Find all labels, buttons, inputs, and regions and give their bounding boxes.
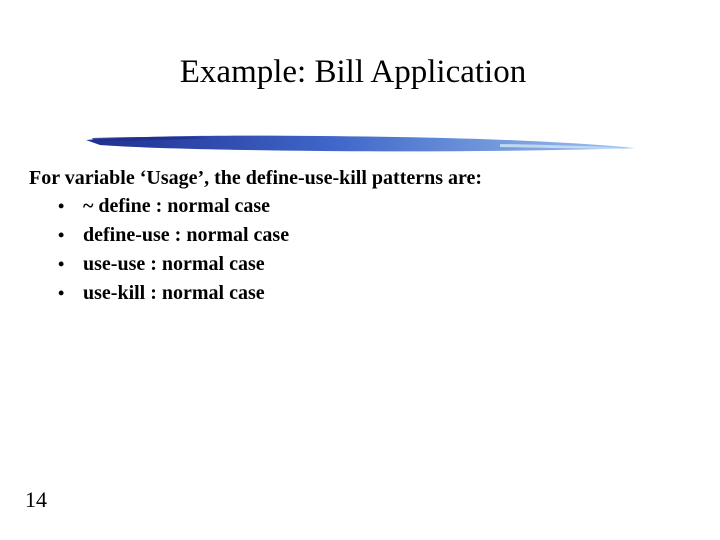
page-number: 14 — [25, 487, 47, 512]
brush-stroke-divider — [80, 132, 640, 158]
slide-title: Example: Bill Application — [179, 54, 527, 90]
list-item-text: use-use : normal case — [83, 253, 265, 275]
list-item — [58, 250, 289, 279]
list-item-text: define-use : normal case — [83, 224, 290, 246]
bullet-list — [58, 192, 289, 308]
bullet-icon: • — [58, 254, 65, 274]
bullet-icon: • — [58, 196, 65, 216]
list-item — [58, 279, 289, 308]
list-item — [58, 221, 289, 250]
intro-text: For variable ‘Usage’, the define-use-kill patterns are: — [29, 167, 483, 189]
list-item — [58, 192, 289, 221]
bullet-icon: • — [58, 283, 65, 303]
list-item-text: ~ define : normal case — [83, 195, 271, 217]
bullet-icon: • — [58, 225, 65, 245]
list-item-text: use-kill : normal case — [83, 282, 265, 304]
